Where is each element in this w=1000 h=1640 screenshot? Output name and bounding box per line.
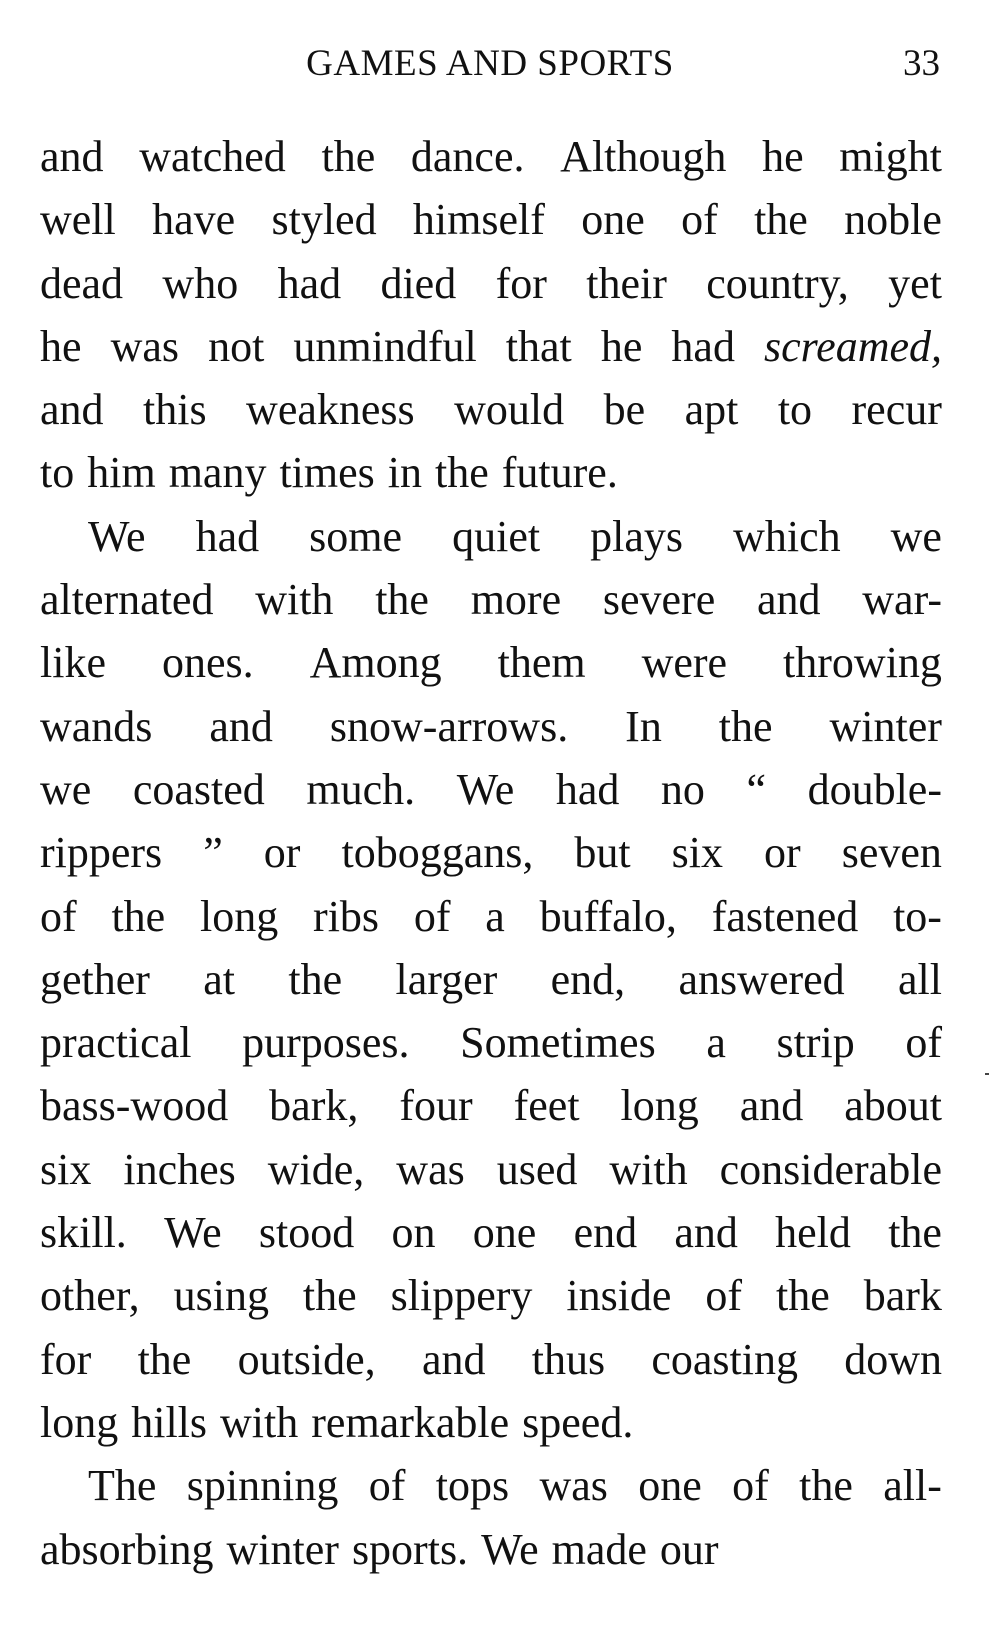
text-line: long hills with remarkable speed.: [40, 1397, 634, 1447]
text-line: dead who had died for their country, yet: [40, 258, 942, 308]
text-line: well have styled himself one of the noble: [40, 195, 942, 245]
text-line: and watched the dance. Although he might: [40, 132, 942, 181]
text-line: other, using the slippery inside of the bark: [40, 1271, 942, 1321]
text-line: alternated with the more severe and war-: [40, 575, 942, 625]
text-line: The spinning of tops was one of the all-: [88, 1461, 942, 1511]
page-number: 33: [903, 43, 940, 84]
paragraph: [40, 505, 942, 1454]
text-line: bass-wood bark, four feet long and about: [40, 1081, 942, 1131]
running-title: GAMES AND SPORTS: [306, 43, 674, 84]
paragraph: [40, 1454, 942, 1581]
text-line: wands and snow-arrows. In the winter: [40, 701, 942, 751]
text-line: of the long ribs of a buffalo, fastened to-: [40, 891, 942, 941]
text-line: skill. We stood on one end and held the: [40, 1208, 942, 1258]
text-line: We had some quiet plays which we: [88, 511, 942, 561]
paragraph: [40, 125, 942, 505]
text-line: rippers ” or toboggans, but six or seven: [40, 828, 942, 878]
text-line: for the outside, and thus coasting down: [40, 1334, 942, 1384]
body-text: [40, 125, 942, 1581]
text-line: we coasted much. We had no “ double-: [40, 764, 942, 814]
text-line: like ones. Among them were throwing: [40, 638, 942, 688]
text-line: practical purposes. Sometimes a strip of: [40, 1018, 942, 1068]
text-line: absorbing winter sports. We made our: [40, 1524, 719, 1574]
text-line: he was not unmindful that he had screamed,: [40, 321, 942, 371]
text-line: six inches wide, was used with considerable: [40, 1144, 942, 1194]
text-line: and this weakness would be apt to recur: [40, 385, 942, 435]
text-line: gether at the larger end, answered all: [40, 954, 942, 1004]
text-line: to him many times in the future.: [40, 448, 618, 498]
margin-mark: [985, 1073, 989, 1075]
page-header: [40, 42, 940, 92]
